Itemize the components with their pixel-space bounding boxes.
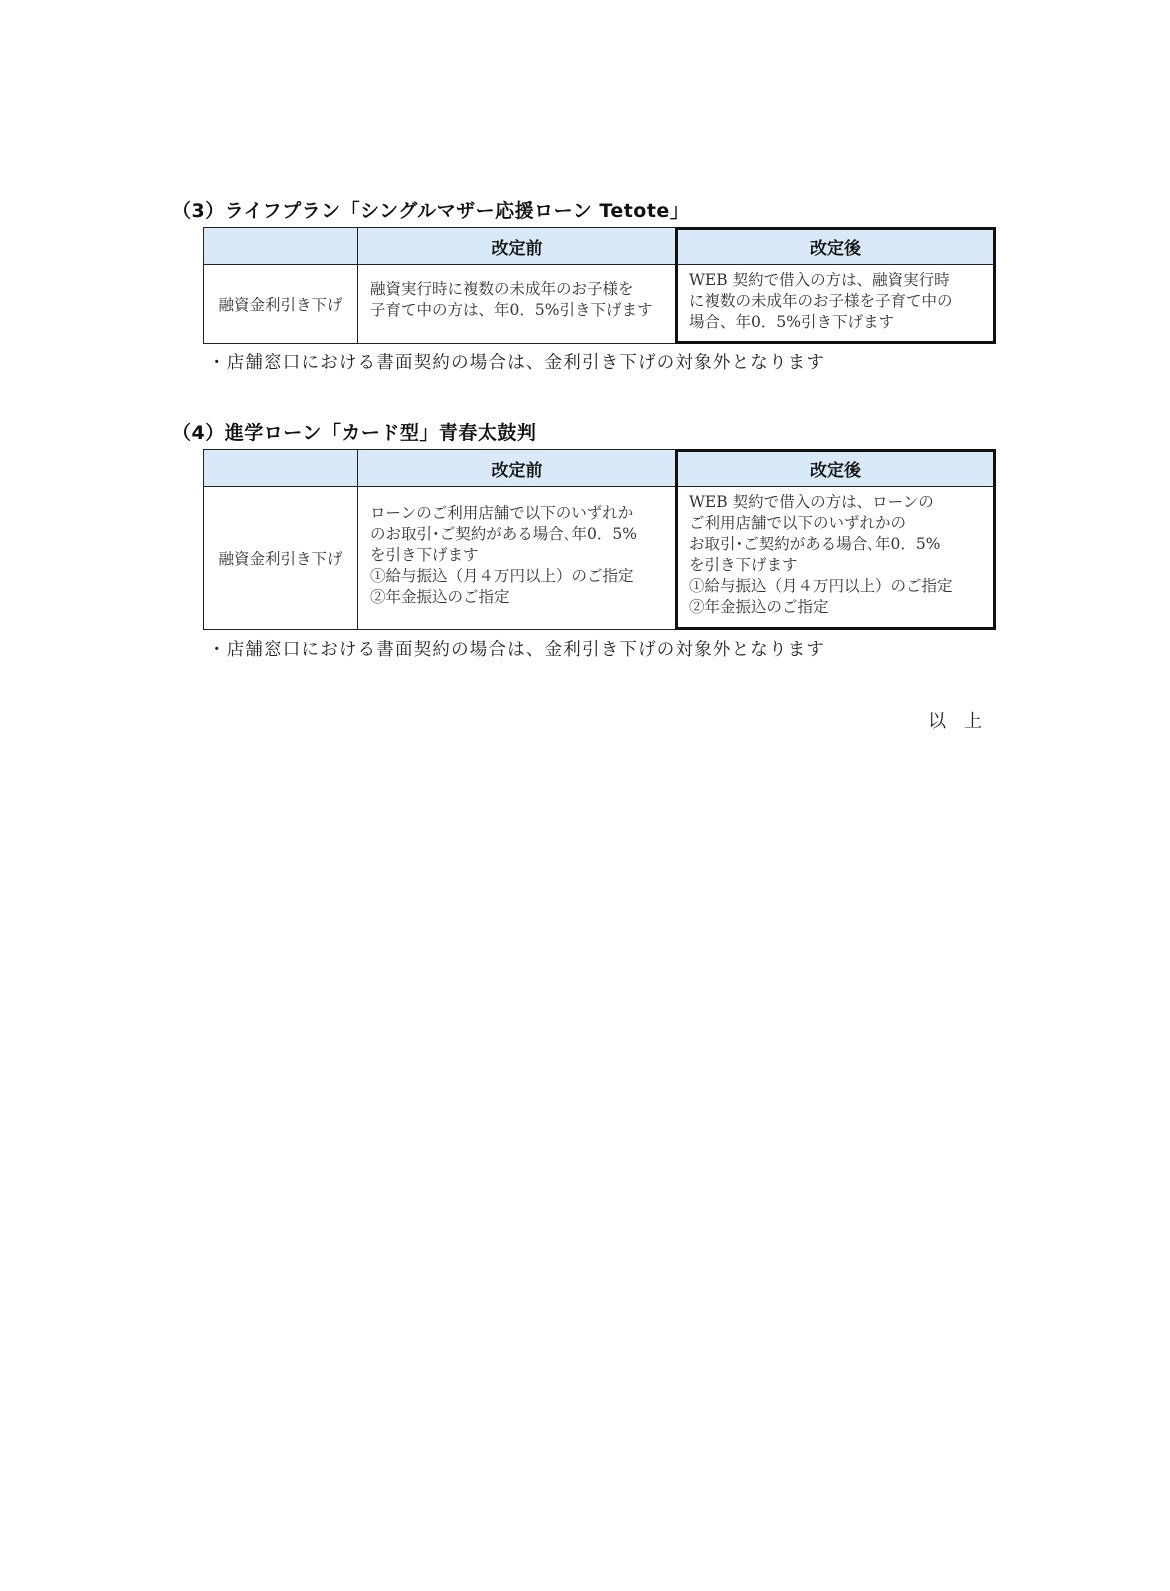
header-blank-cell: [203, 449, 358, 487]
header-after: 改定後: [676, 449, 995, 487]
before-line: 融資実行時に複数の未成年のお子様を: [370, 280, 634, 298]
before-cell: [357, 486, 677, 630]
before-line: ①給与振込（月４万円以上）のご指定: [370, 567, 634, 585]
header-before: 改定前: [357, 227, 677, 265]
before-line: を引き下げます: [370, 546, 479, 564]
section-3-note: ・店舗窓口における書面契約の場合は、金利引き下げの対象外となります: [208, 353, 826, 373]
after-line: ①給与振込（月４万円以上）のご指定: [689, 577, 953, 595]
after-line: ご利用店舗で以下のいずれかの: [689, 514, 907, 532]
after-line: に複数の未成年のお子様を子育て中の: [689, 292, 953, 310]
after-text: [689, 492, 986, 618]
before-text: [370, 503, 668, 608]
header-blank-cell: [203, 227, 358, 265]
section-4-table: [203, 449, 995, 630]
section-4-heading: （4）進学ローン「カード型」青春太鼓判: [172, 422, 537, 444]
header-before: 改定前: [357, 449, 677, 487]
before-line: ②年金振込のご指定: [370, 588, 510, 606]
closing-text: 以 上: [928, 711, 982, 732]
before-line: ローンのご利用店舗で以下のいずれか: [370, 504, 634, 522]
before-text: [370, 279, 668, 321]
header-after: 改定後: [676, 227, 995, 265]
after-line: 場合、年0．5%引き下げます: [689, 313, 894, 331]
after-line: を引き下げます: [689, 556, 798, 574]
after-line: WEB 契約で借入の方は、融資実行時: [689, 271, 950, 289]
after-text: [689, 270, 986, 333]
after-cell: [676, 486, 995, 630]
after-line: WEB 契約で借入の方は、ローンの: [689, 493, 934, 511]
row-label: 融資金利引き下げ: [203, 486, 358, 630]
section-4-note: ・店舗窓口における書面契約の場合は、金利引き下げの対象外となります: [208, 640, 826, 660]
before-cell: [357, 264, 677, 344]
before-line: 子育て中の方は、年0．5%引き下げます: [370, 301, 653, 319]
section-3-heading: （3）ライフプラン「シングルマザー応援ローン Tetote」: [172, 200, 690, 222]
after-line: ②年金振込のご指定: [689, 598, 829, 616]
after-line: お取引･ご契約がある場合､年0．5%: [689, 535, 941, 553]
after-cell: [676, 264, 995, 344]
row-label: 融資金利引き下げ: [203, 264, 358, 344]
before-line: のお取引･ご契約がある場合､年0．5%: [370, 525, 637, 543]
section-3-table: [203, 227, 995, 344]
